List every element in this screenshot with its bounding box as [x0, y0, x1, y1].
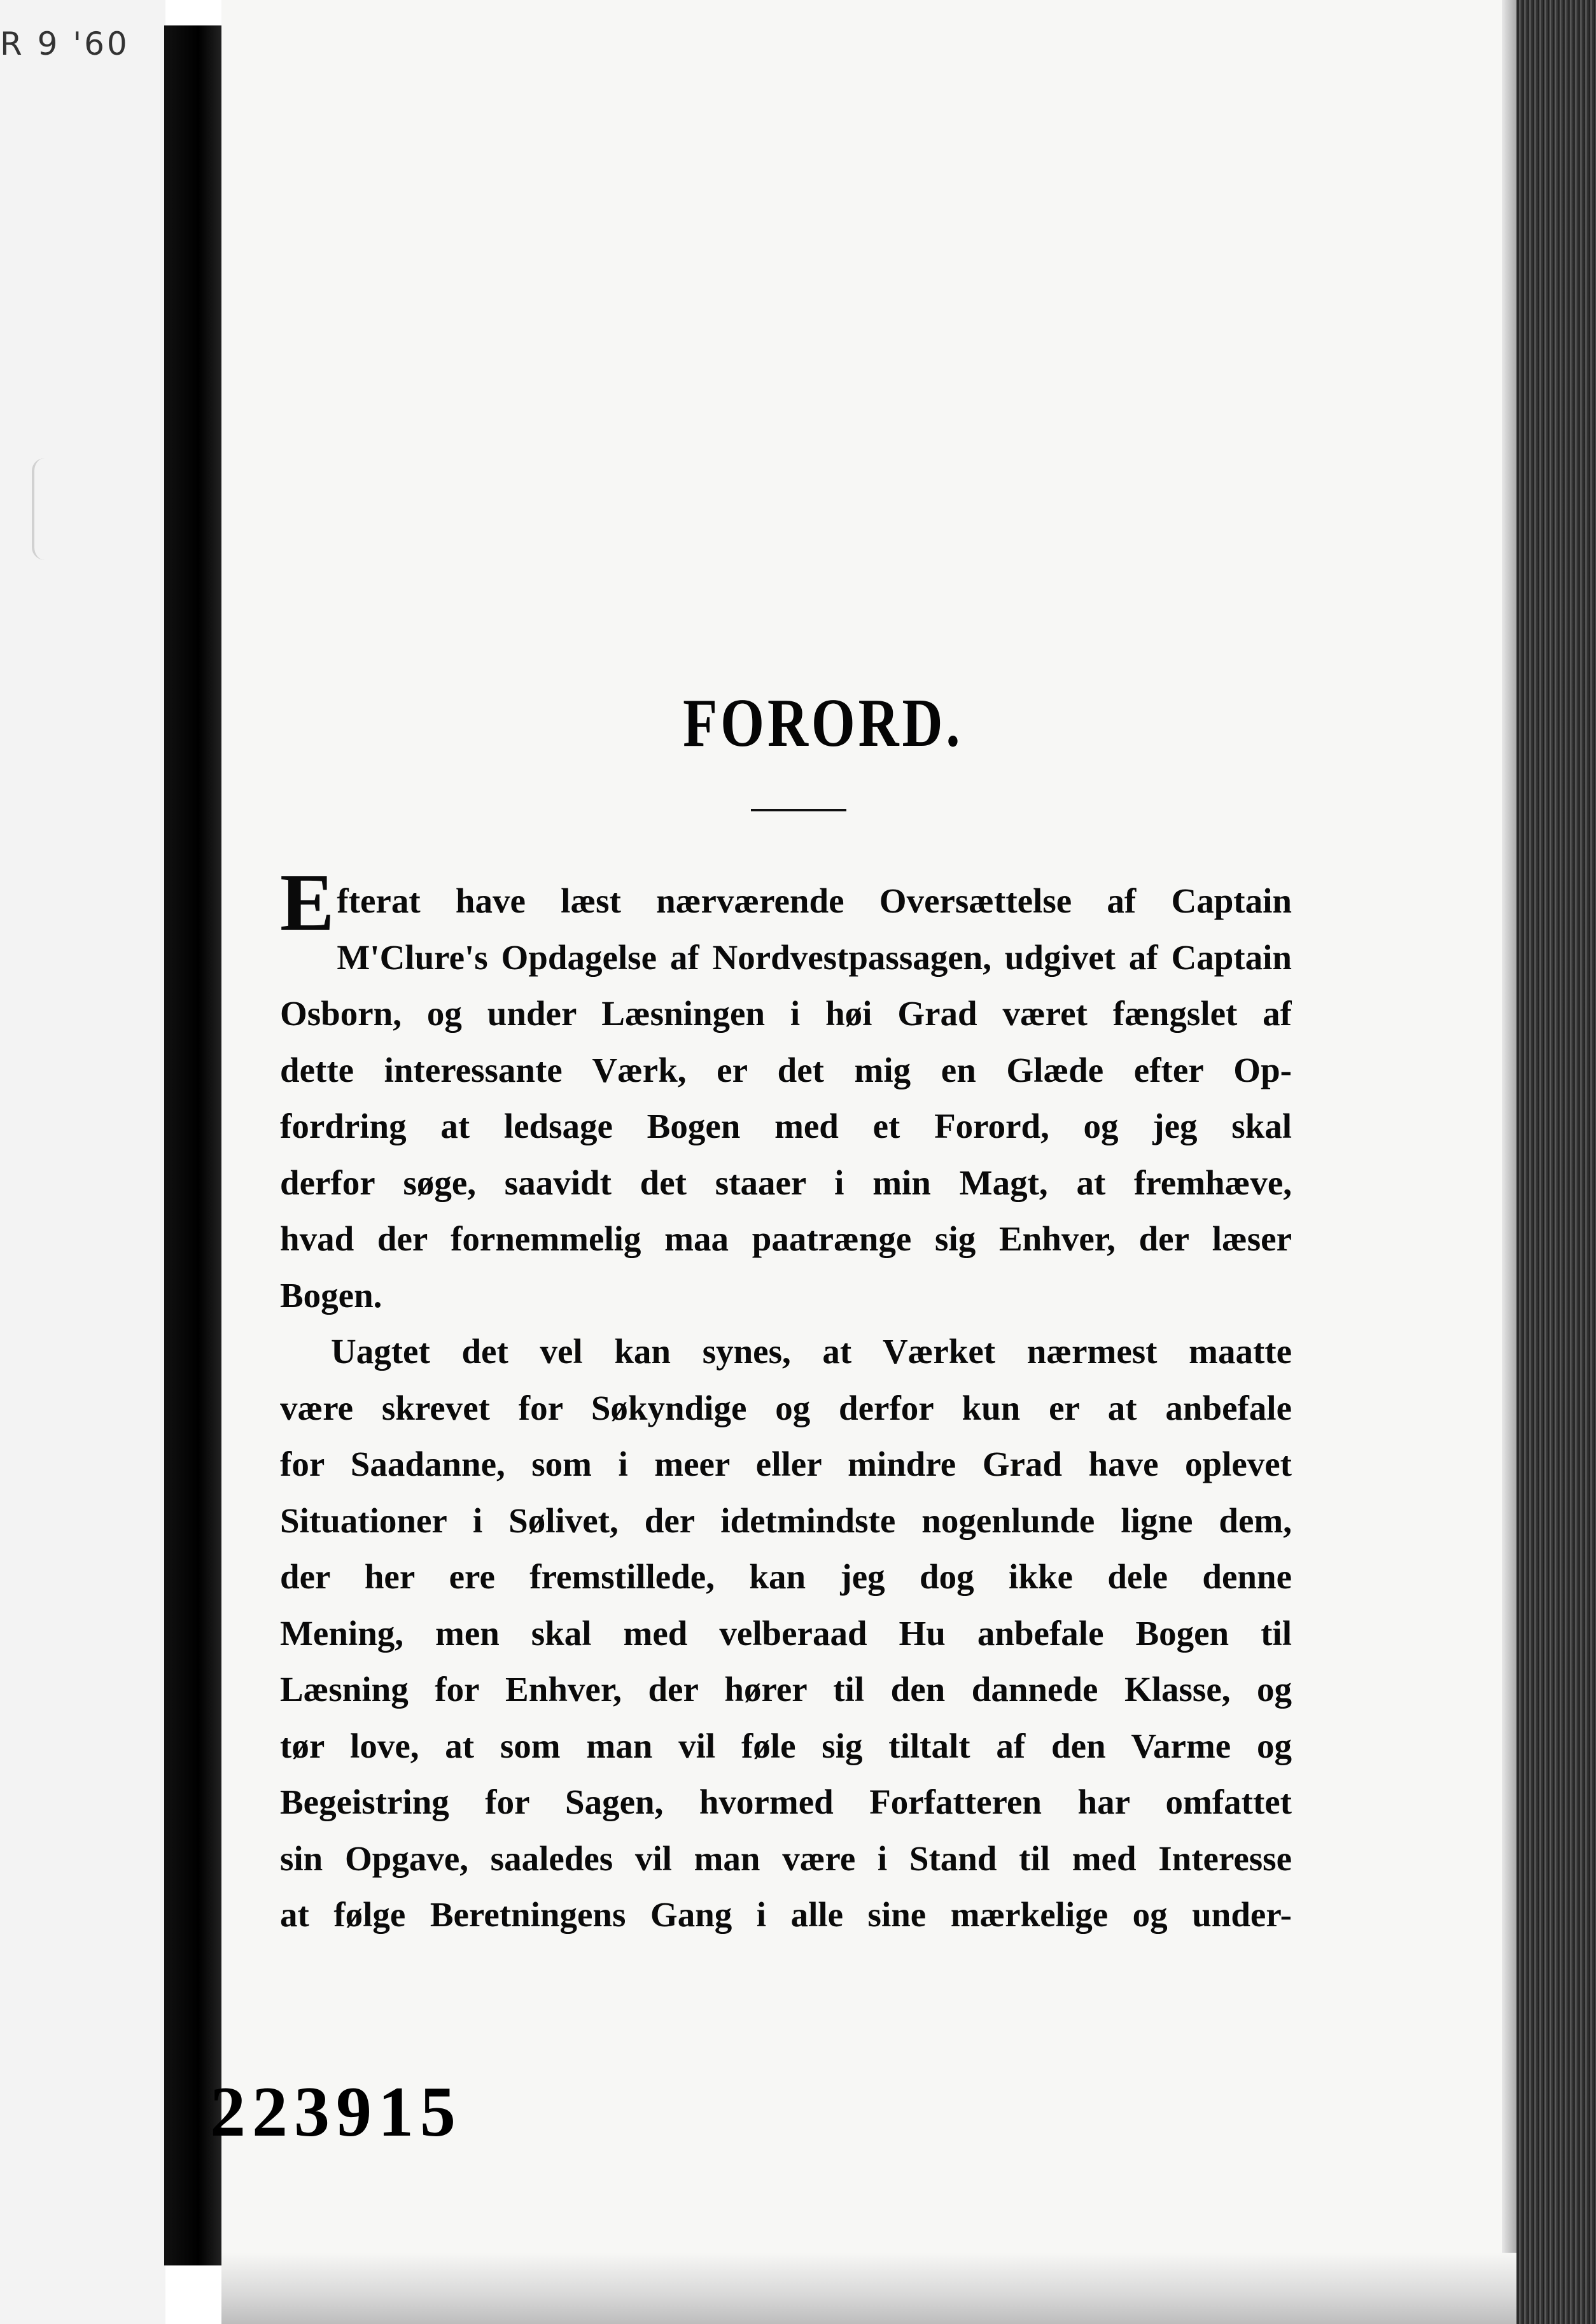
- text-line: der her ere fremstillede, kan jeg dog ikke dele denne: [280, 1557, 1292, 1596]
- margin-ghost-mark: [32, 458, 60, 560]
- text-line: Uagtet det vel kan synes, at Værket nærmest maatte: [331, 1332, 1292, 1371]
- text-line: fterat have læst nærværende Oversættelse af Captain: [337, 881, 1292, 920]
- text-line: for Saadanne, som i meer eller mindre Grad have oplevet: [280, 1445, 1292, 1483]
- text-line: Læsning for Enhver, der hører til den dannede Klasse, og: [280, 1670, 1292, 1709]
- text-line: Bogen.: [280, 1275, 382, 1315]
- corner-date-mark: R 9 '60: [0, 25, 130, 62]
- accession-number: 223915: [210, 2073, 462, 2152]
- text-line: Begeistring for Sagen, hvormed Forfatteren har omfattet: [280, 1782, 1292, 1821]
- binding-strip: [164, 25, 221, 2265]
- drop-cap: E: [280, 857, 335, 948]
- paragraph-1: [280, 857, 1292, 1324]
- scan-left-margin: [0, 0, 165, 2324]
- text-line: fordring at ledsage Bogen med et Forord, og jeg skal: [280, 1107, 1292, 1145]
- text-line: Osborn, og under Læsningen i høi Grad været fængslet af: [280, 994, 1292, 1033]
- text-line: være skrevet for Søkyndige og derfor kun er at anbefale: [280, 1388, 1292, 1427]
- page-title: FORORD.: [683, 685, 963, 761]
- text-line: M'Clure's Opdagelse af Nordvestpassagen, udgivet af Captain: [337, 937, 1292, 977]
- body-text: [280, 857, 1292, 1943]
- text-line: dette interessante Værk, er det mig en Glæde efter Op-: [280, 1050, 1292, 1089]
- text-line: Situationer i Sølivet, der idetmindste nogenlunde ligne dem,: [280, 1501, 1292, 1540]
- text-line: tør love, at som man vil føle sig tiltalt af den Varme og: [280, 1726, 1292, 1765]
- book-edge: [1516, 0, 1596, 2324]
- paragraph-2: [280, 1324, 1292, 1943]
- text-line: hvad der fornemmelig maa paatrænge sig Enhver, der læser: [280, 1219, 1292, 1258]
- text-line: sin Opgave, saaledes vil man være i Stand til med Interesse: [280, 1838, 1292, 1878]
- text-line: Mening, men skal med velberaad Hu anbefale Bogen til: [280, 1613, 1292, 1653]
- page-bottom-shadow: [221, 2253, 1516, 2324]
- text-line: at følge Beretningens Gang i alle sine mærkelige og under-: [280, 1895, 1292, 1934]
- title-underline: [751, 809, 846, 811]
- text-line: derfor søge, saavidt det staaer i min Magt, at fremhæve,: [280, 1163, 1292, 1202]
